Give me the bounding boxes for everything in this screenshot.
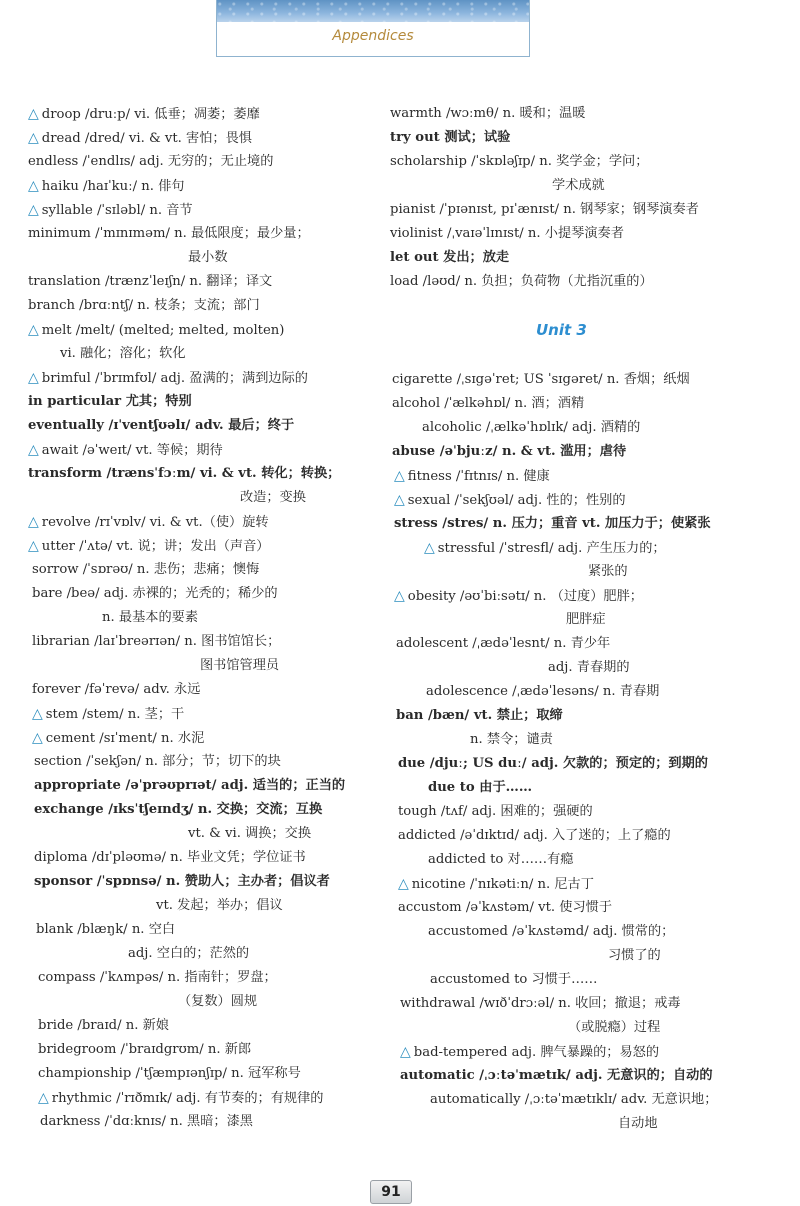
entry-translation: translation /trænzˈleɪʃn/ n. 翻译；译文 [28,274,273,289]
entry-withdrawal-cont: （或脱瘾）过程 [568,1020,661,1035]
appendices-label: Appendices [332,28,414,44]
entry-librarian: librarian /laɪˈbreərɪən/ n. 图书馆馆长； [32,634,281,649]
entry-utter: △ utter /ˈʌtə/ vt. 说；讲；发出（声音） [28,538,270,554]
entry-nicotine: △ nicotine /ˈnɪkətiːn/ n. 尼古丁 [398,876,594,892]
entry-syllable: △ syllable /ˈsɪləbl/ n. 音节 [28,202,193,218]
triangle-icon: △ [32,706,43,722]
unit-title: Unit 3 [536,321,587,339]
entry-scholarship-cont: 学术成就 [552,178,605,193]
entry-blank-cont: adj. 空白的；茫然的 [128,946,250,961]
entry-stress: stress /stres/ n. 压力；重音 vt. 加压力于；使紧张 [394,516,711,531]
entry-sorrow: sorrow /ˈsɒrəʊ/ n. 悲伤；悲痛；懊悔 [32,562,260,577]
entry-compass-cont: （复数）圆规 [178,994,258,1009]
entry-in-particular: in particular 尤其；特别 [28,394,192,409]
entry-automatic: automatic /ˌɔːtəˈmætɪk/ adj. 无意识的；自动的 [400,1068,713,1083]
entry-addicted-to: addicted to 对……有瘾 [428,852,574,867]
entry-adolescence: adolescence /ˌædəˈlesəns/ n. 青春期 [426,684,660,699]
entry-accustomed-cont: 习惯了的 [608,948,661,963]
entry-stressful: △ stressful /ˈstresfl/ adj. 产生压力的； [424,540,666,556]
entry-due-to: due to 由于…… [428,780,533,795]
entry-droop: △ droop /druːp/ vi. 低垂；凋萎；萎靡 [28,106,260,122]
triangle-icon: △ [28,514,39,530]
entry-eventually: eventually /ɪˈventʃʊəlɪ/ adv. 最后；终于 [28,418,295,433]
entry-load: load /ləʊd/ n. 负担；负荷物（尤指沉重的） [390,274,653,289]
entry-accustomed-to: accustomed to 习惯于…… [430,972,598,987]
entry-branch: branch /brɑːntʃ/ n. 枝条；支流；部门 [28,298,260,313]
entry-sponsor-cont: vt. 发起；举办；倡议 [156,898,283,913]
entry-alcohol: alcohol /ˈælkəhɒl/ n. 酒；酒精 [392,396,585,411]
entry-alcoholic: alcoholic /ˌælkəˈhɒlɪk/ adj. 酒精的 [422,420,641,435]
entry-bride: bride /braɪd/ n. 新娘 [38,1018,169,1033]
entry-adolescent-cont: adj. 青春期的 [548,660,630,675]
entry-forever: forever /fəˈrevə/ adv. 永远 [32,682,201,697]
triangle-icon: △ [394,468,405,484]
entry-sponsor: sponsor /ˈspɒnsə/ n. 赞助人；主办者；倡议者 [34,874,330,889]
entry-compass: compass /ˈkʌmpəs/ n. 指南针；罗盘； [38,970,277,985]
entry-addicted: addicted /əˈdɪktɪd/ adj. 入了迷的；上了瘾的 [398,828,671,843]
triangle-icon: △ [38,1090,49,1106]
entry-diploma: diploma /dɪˈpləʊmə/ n. 毕业文凭；学位证书 [34,850,306,865]
entry-bare: bare /beə/ adj. 赤裸的；光秃的；稀少的 [32,586,278,601]
entry-abuse: abuse /əˈbjuːz/ n. & vt. 滥用；虐待 [392,444,627,459]
entry-melt-cont: vi. 融化；溶化；软化 [60,346,186,361]
triangle-icon: △ [28,202,39,218]
entry-cement: △ cement /sɪˈment/ n. 水泥 [32,730,205,746]
entry-haiku: △ haiku /haɪˈkuː/ n. 俳句 [28,178,185,194]
triangle-icon: △ [28,106,39,122]
entry-obesity-cont: 肥胖症 [566,612,606,627]
entry-tough: tough /tʌf/ adj. 困难的；强硬的 [398,804,593,819]
entry-ban: ban /bæn/ vt. 禁止；取缔 [396,708,563,723]
entry-transform: transform /trænsˈfɔːm/ vi. & vt. 转化；转换； [28,466,341,481]
entry-blank: blank /blæŋk/ n. 空白 [36,922,176,937]
entry-bridegroom: bridegroom /ˈbraɪdgrʊm/ n. 新郎 [38,1042,252,1057]
entry-let-out: let out 发出；放走 [390,250,510,265]
entry-minimum: minimum /ˈmɪnɪməm/ n. 最低限度；最少量； [28,226,310,241]
entry-bad-tempered: △ bad-tempered adj. 脾气暴躁的；易怒的 [400,1044,660,1060]
triangle-icon: △ [32,730,43,746]
entry-sexual: △ sexual /ˈsekʃʊəl/ adj. 性的；性别的 [394,492,626,508]
triangle-icon: △ [28,370,39,386]
entry-exchange-cont: vt. & vi. 调换；交换 [188,826,312,841]
entry-automatically: automatically /ˌɔːtəˈmætɪklɪ/ adv. 无意识地； [430,1092,718,1107]
entry-revolve: △ revolve /rɪˈvɒlv/ vi. & vt.（使）旋转 [28,514,269,530]
entry-violinist: violinist /ˌvaɪəˈlɪnɪst/ n. 小提琴演奏者 [390,226,624,241]
triangle-icon: △ [28,442,39,458]
triangle-icon: △ [394,588,405,604]
entry-dread: △ dread /dred/ vi. & vt. 害怕；畏惧 [28,130,252,146]
appendices-banner [216,0,530,57]
triangle-icon: △ [400,1044,411,1060]
page-number: 91 [370,1180,412,1204]
entry-stressful-cont: 紧张的 [588,564,628,579]
entry-scholarship: scholarship /ˈskɒləʃɪp/ n. 奖学金；学问； [390,154,649,169]
entry-championship: championship /ˈtʃæmpɪənʃɪp/ n. 冠军称号 [38,1066,301,1081]
triangle-icon: △ [28,538,39,554]
entry-minimum-cont: 最小数 [188,250,228,265]
entry-adolescent: adolescent /ˌædəˈlesnt/ n. 青少年 [396,636,611,651]
entry-withdrawal: withdrawal /wɪðˈdrɔːəl/ n. 收回；撤退；戒毒 [400,996,681,1011]
entry-bare-cont: n. 最基本的要素 [102,610,199,625]
entry-rhythmic: △ rhythmic /ˈrɪðmɪk/ adj. 有节奏的；有规律的 [38,1090,324,1106]
triangle-icon: △ [424,540,435,556]
entry-section: section /ˈsekʃən/ n. 部分；节；切下的块 [34,754,281,769]
entry-warmth: warmth /wɔːmθ/ n. 暖和；温暖 [390,106,586,121]
entry-stem: △ stem /stem/ n. 茎；干 [32,706,185,722]
triangle-icon: △ [28,130,39,146]
entry-transform-cont: 改造；变换 [240,490,306,505]
entry-cigarette: cigarette /ˌsɪgəˈret; US ˈsɪgəret/ n. 香烟；纸烟 [392,372,690,387]
entry-await: △ await /əˈweɪt/ vt. 等候；期待 [28,442,223,458]
entry-fitness: △ fitness /ˈfɪtnɪs/ n. 健康 [394,468,550,484]
entry-pianist: pianist /ˈpɪənɪst, pɪˈænɪst/ n. 钢琴家；钢琴演奏者 [390,202,699,217]
entry-librarian-cont: 图书馆管理员 [200,658,280,673]
triangle-icon: △ [394,492,405,508]
entry-exchange: exchange /ɪksˈtʃeɪndʒ/ n. 交换；交流；互换 [34,802,323,817]
banner-band [217,0,529,22]
entry-accustomed: accustomed /əˈkʌstəmd/ adj. 惯常的； [428,924,675,939]
entry-darkness: darkness /ˈdɑːknɪs/ n. 黑暗；漆黑 [40,1114,253,1129]
entry-endless: endless /ˈendlɪs/ adj. 无穷的；无止境的 [28,154,274,169]
entry-appropriate: appropriate /əˈprəʊprɪət/ adj. 适当的；正当的 [34,778,346,793]
entry-accustom: accustom /əˈkʌstəm/ vt. 使习惯于 [398,900,613,915]
entry-ban-cont: n. 禁令；谴责 [470,732,553,747]
entry-melt: △ melt /melt/ (melted; melted, molten) [28,322,285,338]
triangle-icon: △ [28,322,39,338]
entry-try-out: try out 测试；试验 [390,130,511,145]
entry-automatically-cont: 自动地 [618,1116,658,1131]
entry-due: due /djuː; US duː/ adj. 欠款的；预定的；到期的 [398,756,708,771]
entry-brimful: △ brimful /ˈbrɪmfʊl/ adj. 盈满的；满到边际的 [28,370,308,386]
triangle-icon: △ [28,178,39,194]
entry-obesity: △ obesity /əʊˈbiːsətɪ/ n. （过度）肥胖； [394,588,643,604]
triangle-icon: △ [398,876,409,892]
